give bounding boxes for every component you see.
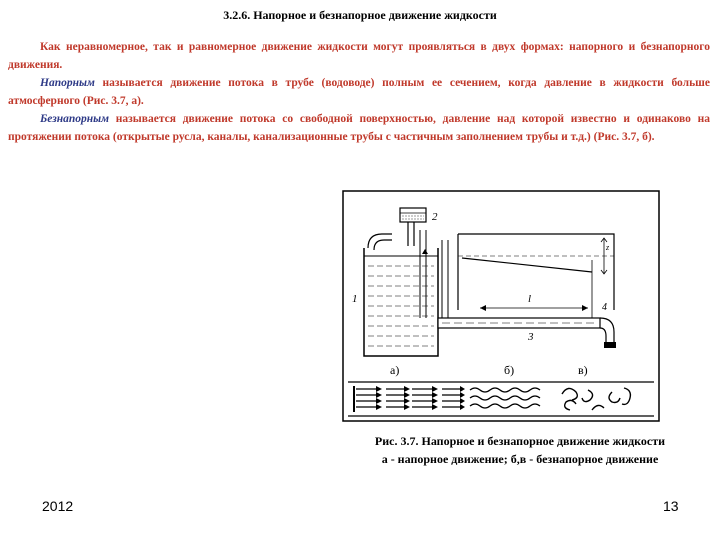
caption-line-1: Рис. 3.7. Напорное и безнапорное движение жидкости bbox=[374, 434, 666, 448]
head-tank bbox=[400, 208, 426, 222]
paragraph-free-flow-text: называется движение потока со свободной поверхностью, давление над которой известно и одинаково на протяжении потока (открытые русла, каналы, канализационные трубы с частичным заполнением трубы и т.д.) (Рис. 3.7, б). bbox=[8, 113, 710, 143]
paragraph-pressure-flow bbox=[8, 74, 710, 110]
pressure-line bbox=[462, 258, 592, 272]
flow-figure bbox=[342, 190, 660, 422]
page-number: 13 bbox=[663, 498, 679, 514]
paragraph-free-flow bbox=[8, 110, 710, 146]
label-2: 2 bbox=[432, 211, 438, 223]
term-pressure: Напорным bbox=[40, 77, 95, 89]
panel-b-label: б) bbox=[504, 363, 515, 377]
panel-b-waves bbox=[470, 388, 540, 408]
piezometer bbox=[442, 240, 448, 318]
label-1: 1 bbox=[352, 293, 358, 305]
label-length: l bbox=[528, 293, 532, 305]
paragraph-intro: Как неравномерное, так и равномерное движение жидкости могут проявляться в двух формах: напорного и безнапорного движения. bbox=[8, 41, 710, 71]
label-4: 4 bbox=[602, 302, 607, 313]
figure-caption bbox=[340, 432, 700, 468]
svg-text:z: z bbox=[606, 243, 610, 252]
footer-year: 2012 bbox=[42, 498, 74, 514]
term-free-flow: Безнапорным bbox=[40, 113, 110, 125]
inlet-pipe bbox=[368, 234, 392, 250]
caption-line-2: а - напорное движение; б,в - безнапорное движение bbox=[381, 452, 659, 466]
section-title: 3.2.6. Напорное и безнапорное движение жидкости bbox=[223, 8, 497, 22]
panel-v-label: в) bbox=[578, 363, 588, 377]
panel-v-eddies bbox=[562, 388, 630, 410]
panel-a-label: а) bbox=[390, 363, 400, 377]
main-tank bbox=[364, 248, 438, 356]
flow-pattern-strip bbox=[348, 382, 654, 416]
label-3: 3 bbox=[528, 331, 534, 343]
paragraph-pressure-text: называется движение потока в трубе (водоводе) полным ее сечением, когда давление в жидкости больше атмосферного (Рис. 3.7, а). bbox=[8, 77, 710, 107]
